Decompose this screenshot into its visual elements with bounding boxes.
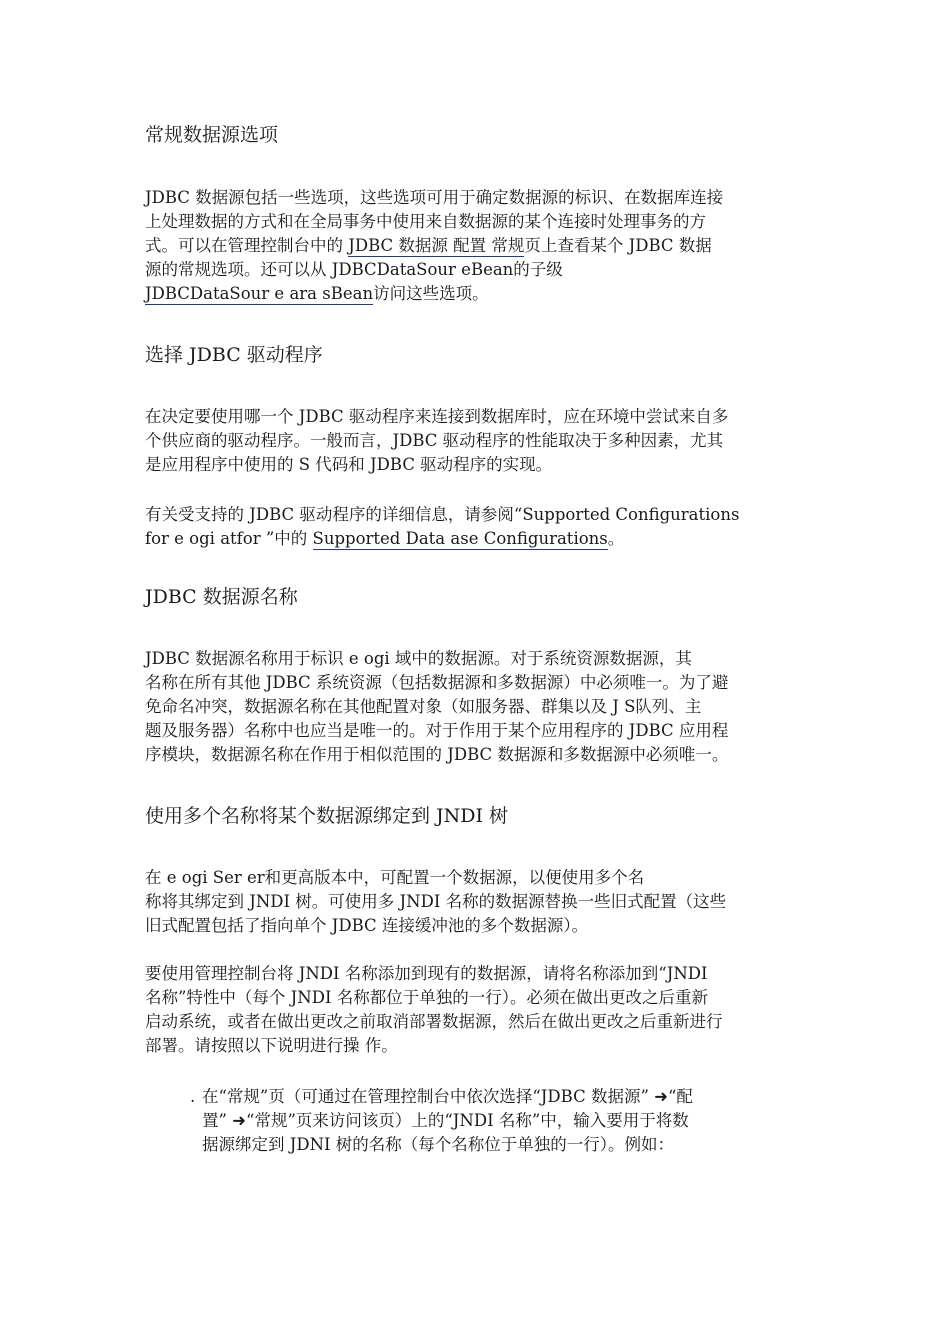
list-bullet: . [190,1087,196,1106]
text-line: 有关受支持的 JDBC 驱动程序的详细信息，请参阅“Supported Configurations [145,505,740,524]
text-line: JDBC 数据源包括一些选项，这些选项可用于确定数据源的标识、在数据库连接 [145,188,724,207]
text-line: 部署。请按照以下说明进行操 作。 [145,1036,398,1055]
section-heading-select-driver: 选择 JDBC 驱动程序 [145,344,323,366]
instruction-list-item [190,1085,810,1157]
paragraph-select-driver [145,405,810,477]
section-heading-multiple-jndi-names: 使用多个名称将某个数据源绑定到 JNDI 树 [145,805,509,827]
text-line: 在决定要使用哪一个 JDBC 驱动程序来连接到数据库时，应在环境中尝试来自多 [145,407,729,426]
text-line: 题及服务器）名称中也应当是唯一的。对于作用于某个应用程序的 JDBC 应用程 [145,721,729,740]
text-line: 源的常规选项。还可以从 JDBCDataSour eBean的子级 [145,260,563,279]
text-line: 旧式配置包括了指向单个 JDBC 连接缓冲池的多个数据源）。 [145,916,589,935]
link-supported-database-configurations[interactable]: Supported Data ase Configurations [312,529,608,548]
text-line: 免命名冲突，数据源名称在其他配置对象（如服务器、群集以及 J S队列、主 [145,697,702,716]
text-line: JDBC 数据源名称用于标识 e ogi 域中的数据源。对于系统资源数据源，其 [145,649,692,668]
paragraph-general-options [145,186,810,306]
text-line: 序模块，数据源名称在作用于相似范围的 JDBC 数据源和多数据源中必须唯一。 [145,745,729,764]
link-jdbc-datasource-params-bean[interactable]: JDBCDataSour e ara sBean [145,284,374,303]
text-line: 要使用管理控制台将 JNDI 名称添加到现有的数据源，请将名称添加到“JNDI [145,964,708,983]
text-line: 在“常规”页（可通过在管理控制台中依次选择“JDBC 数据源” ➜“配 [202,1087,693,1106]
text-line: 名称在所有其他 JDBC 系统资源（包括数据源和多数据源）中必须唯一。为了避 [145,673,729,692]
text-line: for e ogi atfor ”中的 Supported Data ase Configurations。 [145,529,625,548]
text-line: 置” ➜“常规”页来访问该页）上的“JNDI 名称”中，输入要用于将数 [202,1111,689,1130]
section-heading-datasource-name: JDBC 数据源名称 [145,586,298,608]
text-line: JDBCDataSour e ara sBean访问这些选项。 [145,284,489,303]
paragraph-datasource-name [145,647,810,767]
text-line: 在 e ogi Ser er和更高版本中，可配置一个数据源，以便使用多个名 [145,868,645,887]
text-line: 上处理数据的方式和在全局事务中使用来自数据源的某个连接时处理事务的方 [145,212,706,231]
text-line: 式。可以在管理控制台中的 JDBC 数据源 配置 常规页上查看某个 JDBC 数据 [145,236,712,255]
paragraph-supported-drivers [145,503,810,551]
text-line: 是应用程序中使用的 S 代码和 JDBC 驱动程序的实现。 [145,455,553,474]
paragraph-add-jndi-names [145,962,810,1058]
text-line: 名称”特性中（每个 JNDI 名称都位于单独的一行）。必须在做出更改之后重新 [145,988,708,1007]
section-heading-general-options: 常规数据源选项 [145,124,279,146]
paragraph-multiple-jndi-names [145,866,810,938]
text-line: 称将其绑定到 JNDI 树。可使用多 JNDI 名称的数据源替换一些旧式配置（这些 [145,892,727,911]
text-line: 启动系统，或者在做出更改之前取消部署数据源，然后在做出更改之后重新进行 [145,1012,723,1031]
text-line: 个供应商的驱动程序。一般而言，JDBC 驱动程序的性能取决于多种因素，尤其 [145,431,724,450]
link-jdbc-datasource-config-general[interactable]: JDBC 数据源 配置 常规 [348,236,525,255]
text-line: 据源绑定到 JDNI 树的名称（每个名称位于单独的一行）。例如： [202,1135,675,1154]
